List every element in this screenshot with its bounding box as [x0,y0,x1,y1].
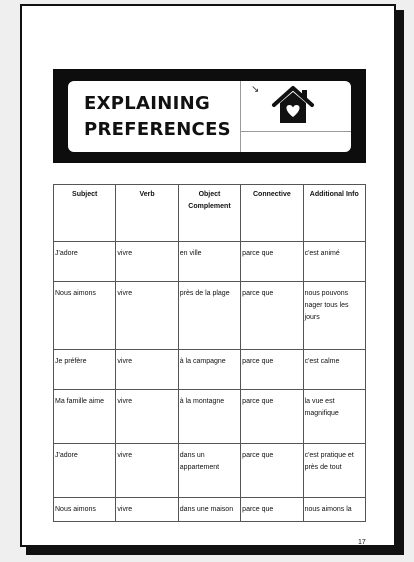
column-header-subject: Subject [54,185,116,242]
column-header-connective: Connective [241,185,303,242]
table-cell: dans une maison [178,498,240,522]
table-row [54,498,366,522]
title-card [68,81,351,152]
table-cell: dans un appartement [178,444,240,498]
table-cell: vivre [116,498,178,522]
table-cell: vivre [116,350,178,390]
table-cell: c'est pratique et près de tout [303,444,365,498]
table-row [54,282,366,350]
table-row [54,242,366,282]
arrow-icon: ↘ [251,84,260,95]
table-row [54,444,366,498]
table-cell: c'est calme [303,350,365,390]
title-line-1: EXPLAINING [84,93,211,114]
page-title [84,91,231,143]
table-cell: J'adore [54,242,116,282]
table-cell: Nous aimons [54,282,116,350]
table-cell: Nous aimons [54,498,116,522]
table-cell: vivre [116,390,178,444]
table-cell: parce que [241,350,303,390]
table-cell: vivre [116,282,178,350]
table-cell: parce que [241,242,303,282]
table-cell: parce que [241,498,303,522]
table-cell: la vue est magnifique [303,390,365,444]
table-cell: près de la plage [178,282,240,350]
table-cell: c'est animé [303,242,365,282]
table-cell: parce que [241,390,303,444]
banner-divider-horizontal [240,131,351,132]
table-cell: Je préfère [54,350,116,390]
table-cell: nous pouvons nager tous les jours [303,282,365,350]
document-page [20,4,396,547]
column-header-additional-info: Additional Info [303,185,365,242]
table-cell: à la montagne [178,390,240,444]
column-header-verb: Verb [116,185,178,242]
table-cell: Ma famille aime [54,390,116,444]
title-banner [53,69,366,163]
table-header-row [54,185,366,242]
table-row [54,350,366,390]
table-cell: parce que [241,282,303,350]
table-row [54,390,366,444]
column-header-object-complement: Object Complement [178,185,240,242]
banner-divider-vertical [240,81,241,152]
house-heart-icon [271,84,315,130]
table-cell: J'adore [54,444,116,498]
title-line-2: PREFERENCES [84,119,231,140]
table-cell: en ville [178,242,240,282]
table-cell: parce que [241,444,303,498]
page-number: 17 [358,539,366,546]
table-cell: vivre [116,444,178,498]
table-cell: nous aimons la [303,498,365,522]
table-cell: vivre [116,242,178,282]
preferences-table [53,184,366,522]
table-cell: à la campagne [178,350,240,390]
